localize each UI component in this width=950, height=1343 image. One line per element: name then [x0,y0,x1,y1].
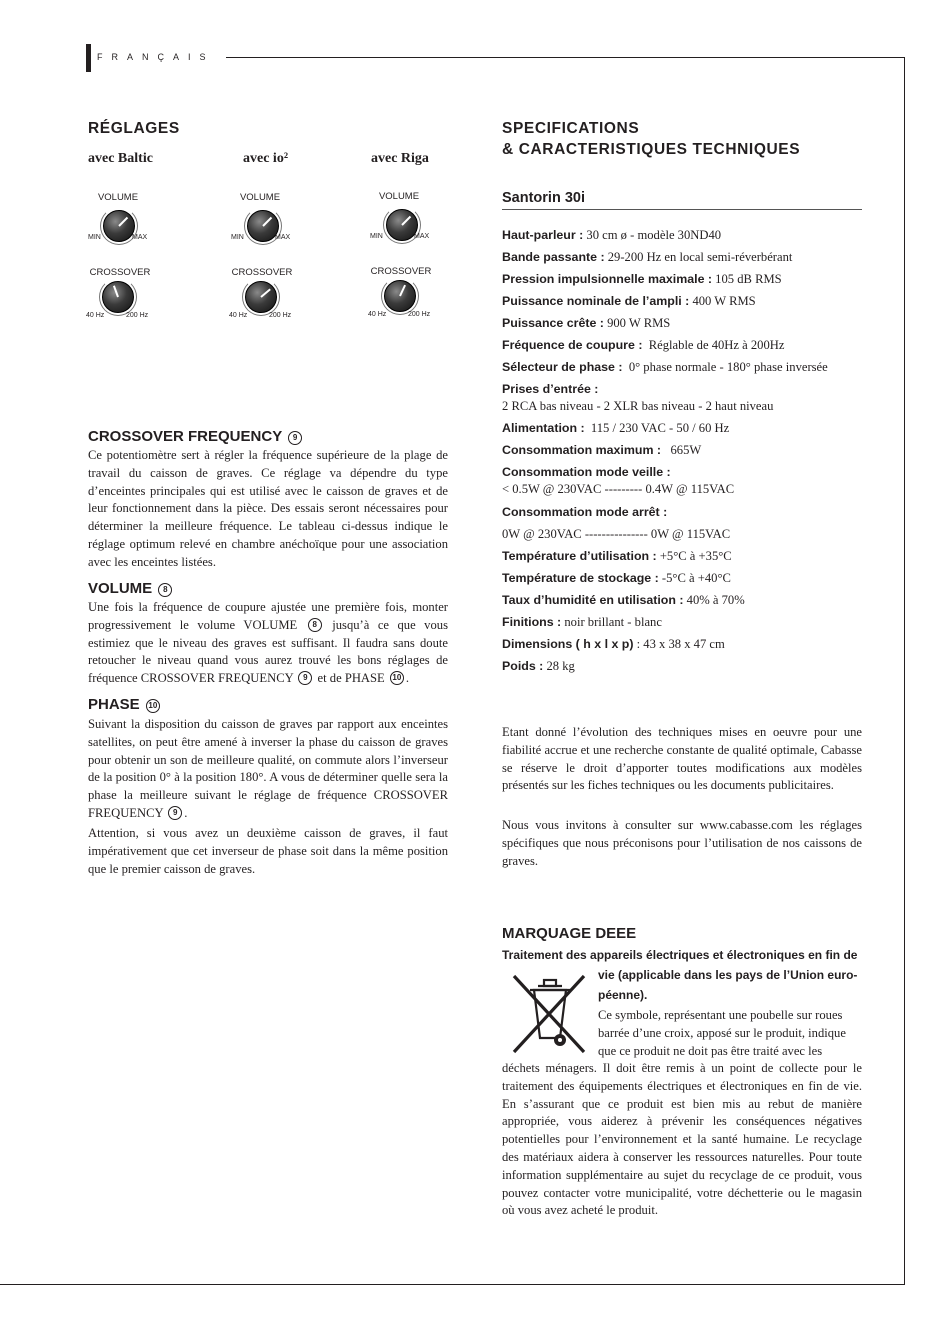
volume-text-1: Une fois la fréquence de coupure ajustée une première fois, monter progressivement le volume VOLUME [88,600,448,632]
spec-value: 28 kg [543,659,575,673]
spec-row [502,250,792,265]
callout-10-badge: 10 [390,671,404,685]
spec-row [502,659,575,674]
spec-value: 0° phase normale - 180° phase inversée [622,360,828,374]
spec-value: noir brillant - blanc [561,615,662,629]
spec-value: 900 W RMS [603,316,671,330]
spec-value: -5°C à +40°C [658,571,731,585]
spec-key: Bande passante : [502,250,605,264]
phase-paragraph [88,716,448,823]
crossover-hi-label: 200 Hz [269,312,292,319]
spec-row [502,360,828,375]
frame-right-rule [904,57,905,1285]
spec-row [502,294,756,309]
spec-value: 2 RCA bas niveau - 2 XLR bas niveau - 2 haut niveau [502,399,774,413]
reglages-col-baltic-label: avec Baltic [88,151,153,166]
volume-min-label: MIN [231,234,244,241]
volume-knob [103,210,135,242]
phase-text-2: . [184,805,188,820]
specs-rule [502,209,862,210]
spec-value: 30 cm ø - modèle 30ND40 [583,228,722,242]
spec-key: Consommation mode veille : [502,465,671,479]
callout-10-badge: 10 [146,699,160,713]
spec-row [502,338,784,353]
volume-text-2: jusqu’à ce que vous estimiez que le niveau des graves est suffisant. Il faudra sans doute retoucher le niveau quand vous aurez trouvé les bons réglages de fréquence CROSSOVER FREQUENCY [88,617,448,686]
spec-row [502,637,725,652]
spec-value: 665W [661,443,702,457]
spec-row [502,382,598,397]
spec-key: Alimentation : [502,421,585,435]
spec-key: Température d’utilisation : [502,549,657,563]
spec-row [502,482,734,497]
crossover-lo-label: 40 Hz [86,312,105,319]
deee-line1: Ce symbole, représentant une poubelle sur roues [598,1008,843,1022]
spec-key: Puissance nominale de l’ampli : [502,294,690,308]
spec-row [502,443,701,458]
crossover-title [88,428,304,445]
spec-row [502,421,729,436]
spec-key: Consommation mode arrêt : [502,505,668,519]
notice-paragraph-1: Etant donné l’évolution des techniques mises en oeuvre pour une fiabilité accrue et une recherche constante de qualité optimale, Cabasse se réserve le droit d’apporter toutes modifications aux modèles présentés sur les fiches techniques ou les documents publicitaires. [502,725,862,793]
deee-line3: que ce produit ne doit pas être traité avec les [598,1044,823,1058]
phase-title-text: PHASE [88,696,140,713]
spec-value: 40% à 70% [683,593,745,607]
deee-paragraph: déchets ménagers. Il doit être remis à un point de collecte pour le traitement des équipements électriques et électroniques en fin de vie. En s’assurant que ce produit est bien mis au rebut de manière appropriée, vous aiderez à prévenir les conséquences négatives potentielles pour l’environnement et la santé humaine. Le recyclage des matériaux aidera à conserver les ressources naturelles. Pour toute information supplémentaire au sujet du recyclage de ce produit, vous pouvez contacter votre municipalité, votre déchetterie ou le magasin où vous avez acheté le produit. [502,1061,862,1218]
spec-row [502,505,667,520]
crossover-label: CROSSOVER [370,266,432,277]
spec-key: Finitions : [502,615,562,629]
spec-key: Dimensions ( h x l x p) [502,637,634,651]
volume-min-label: MIN [370,233,383,240]
spec-key: Température de stockage : [502,571,659,585]
spec-value: Réglable de 40Hz à 200Hz [642,338,785,352]
crossover-label: CROSSOVER [231,267,293,278]
spec-value: +5°C à +35°C [656,549,732,563]
frame-bottom-rule [0,1284,905,1285]
volume-label: VOLUME [239,192,281,203]
spec-key: Sélecteur de phase : [502,360,623,374]
crossover-hi-label: 200 Hz [408,311,431,318]
phase-warning-paragraph: Attention, si vous avez un deuxième caisson de graves, il faut impérativement que cet inverseur de phase soit dans la même position que le premier caisson de graves. [88,826,448,876]
crossover-knob [245,281,277,313]
spec-key: Consommation maximum : [502,443,662,457]
spec-key: Puissance crête : [502,316,604,330]
volume-max-label: MAX [132,234,148,241]
spec-row [502,615,662,630]
spec-row [502,316,670,331]
volume-max-label: MAX [414,233,430,240]
spec-key: Poids : [502,659,544,673]
deee-line2: barrée d’une croix, apposé sur le produit, indique [598,1026,846,1040]
crossover-paragraph: Ce potentiomètre sert à régler la fréquence supérieure de la plage de travail du caisson de graves. Ce réglage va dépendre du type d’enceintes principales qui est utilisé avec le caisson de graves et de leur fonctionnement dans la pièce. Des essais seront nécessaires pour déterminer la meilleure fréquence. Le tableau ci-dessus indique le réglage optimum relevé en chambre anéchoïque pour une association avec les enceintes listées. [88,448,448,569]
volume-min-label: MIN [88,234,101,241]
callout-9-badge: 9 [168,806,182,820]
notice-paragraph-2: Nous vous invitons à consulter sur www.cabasse.com les réglages spécifiques que nous préconisons pour l’utilisation de nos caissons de graves. [502,818,862,868]
specs-model: Santorin 30i [502,190,585,206]
volume-text-4: . [405,671,410,686]
spec-value: < 0.5W @ 230VAC --------- 0.4W @ 115VAC [502,482,735,496]
volume-text-3: et de PHASE [317,671,385,686]
specs-title-line2: & CARACTERISTIQUES TECHNIQUES [502,141,801,158]
spec-row [502,272,782,287]
crossover-knob [384,280,416,312]
header-tab-bar [86,44,91,72]
callout-9-badge: 9 [288,431,302,445]
reglages-col-io2-label: avec io² [243,151,289,166]
deee-bold-line3: péenne). [598,988,648,1002]
spec-row [502,465,671,480]
phase-title [88,696,162,713]
spec-value: 400 W RMS [689,294,756,308]
crossover-knob [102,281,134,313]
reglages-title: RÉGLAGES [88,120,180,137]
volume-label: VOLUME [97,192,139,203]
volume-max-label: MAX [275,234,291,241]
spec-row [502,228,721,243]
spec-value: 0W @ 230VAC --------------- 0W @ 115VAC [502,527,731,541]
spec-key: Pression impulsionnelle maximale : [502,272,713,286]
deee-bold-line2: vie (applicable dans les pays de l’Union euro- [598,968,858,982]
deee-title: MARQUAGE DEEE [502,925,637,942]
crossover-lo-label: 40 Hz [368,311,387,318]
phase-text-1: Suivant la disposition du caisson de graves par rapport aux enceintes satellites, on peut être amené à inverser la phase du caisson de graves pour obtenir un son de meilleure qualité, on commute alors l’inverseur de la position 0° à la position 180°. A vous de déterminer quelle sera la phase la meilleure suivant le réglage de fréquence CROSSOVER FREQUENCY [88,717,448,820]
spec-key: Haut-parleur : [502,228,584,242]
spec-row [502,527,730,542]
spec-value: 29-200 Hz en local semi-réverbérant [604,250,793,264]
spec-row [502,549,732,564]
spec-value: 105 dB RMS [712,272,782,286]
spec-row [502,571,731,586]
volume-label: VOLUME [378,191,420,202]
volume-title [88,580,174,597]
callout-8-badge: 8 [308,618,322,632]
callout-9-badge: 9 [298,671,312,685]
volume-paragraph [88,599,448,688]
spec-key: Fréquence de coupure : [502,338,643,352]
spec-row [502,593,745,608]
header-rule [226,57,904,58]
crossed-bin-icon [510,972,590,1058]
spec-value: 115 / 230 VAC - 50 / 60 Hz [584,421,730,435]
spec-value: : 43 x 38 x 47 cm [633,637,725,651]
callout-8-badge: 8 [158,583,172,597]
volume-title-text: VOLUME [88,580,153,597]
spec-key: Prises d’entrée : [502,382,599,396]
deee-bold-line1: Traitement des appareils électriques et électroniques en fin de [502,948,858,962]
spec-key: Taux d’humidité en utilisation : [502,593,684,607]
reglages-col-riga-label: avec Riga [371,151,429,166]
specs-title-line1: SPECIFICATIONS [502,120,640,137]
crossover-hi-label: 200 Hz [126,312,149,319]
header-language: FRANÇAIS [97,52,215,62]
crossover-lo-label: 40 Hz [229,312,248,319]
spec-row [502,399,773,414]
crossover-label: CROSSOVER [89,267,151,278]
crossover-title-text: CROSSOVER FREQUENCY [88,428,282,445]
